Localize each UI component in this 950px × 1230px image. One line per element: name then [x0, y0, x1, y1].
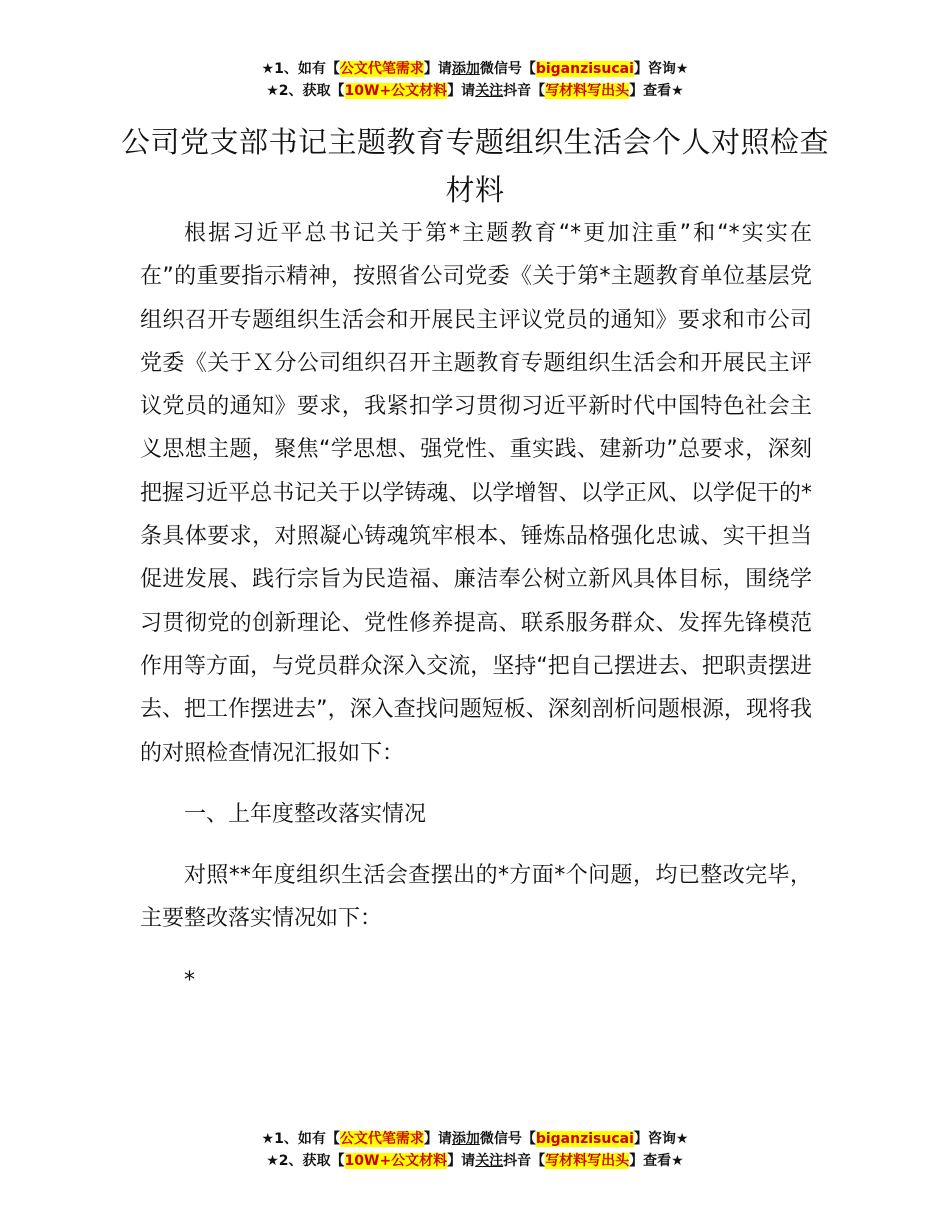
banner-underlined: 添加 [451, 61, 480, 77]
banner-highlight: biganzisucai [535, 61, 634, 77]
banner-text: 微信号【 [479, 61, 536, 77]
intro-paragraph: 根据习近平总书记关于第*主题教育“*更加注重”和“*实实在在”的重要指示精神，按照省公司党委《关于第*主题教育单位基层党组织召开专题组织生活会和开展民主评议党员的通知》要求和市公司党委《关于Ｘ分公司组织召开主题教育专题组织生活会和开展民主评议党员的通知》要求，我紧扣学习贯彻习近平新时代中国特色社会主义思想主题，聚焦“学思想、强党性、重实践、建新功”总要求，深刻把握习近平总书记关于以学铸魂、以学增智、以学正风、以学促干的*条具体要求，对照凝心铸魂筑牢根本、锤炼品格强化忠诚、实干担当促进发展、践行宗旨为民造福、廉洁奉公树立新风具体目标，围绕学习贯彻党的创新理论、党性修养提高、联系服务群众、发挥先锋模范作用等方面，与党员群众深入交流，坚持“把自己摆进去、把职责摆进去、把工作摆进去”，深入查找问题短板、深刻剖析问题根源，现将我的对照检查情况汇报如下： [140, 221, 812, 766]
banner-line-2 [0, 1150, 950, 1172]
banner-highlight: biganzisucai [535, 1131, 634, 1147]
banner-text: 抖音【 [503, 1153, 546, 1169]
section-paragraph: 对照**年度组织生活会查摆出的*方面*个问题，均已整改完毕，主要整改落实情况如下： [140, 863, 812, 932]
banner-text: ★2、获取【 [266, 1153, 345, 1169]
banner-line-1 [0, 1128, 950, 1150]
section-heading: 一、上年度整改落实情况 [184, 801, 427, 827]
document-title: 公司党支部书记主题教育专题组织生活会个人对照检查材料 [120, 125, 829, 207]
banner-line-2 [0, 80, 950, 102]
banner-text: 】咨询★ [633, 1131, 689, 1147]
banner-text: ★1、如有【 [261, 1131, 340, 1147]
banner-highlight: 10W+公文材料 [344, 83, 448, 99]
banner-text: 】请 [447, 83, 476, 99]
banner-underlined: 关注 [475, 83, 504, 99]
banner-highlight: 写材料写出头 [545, 1153, 630, 1169]
banner-text: 】查看★ [629, 83, 684, 99]
banner-text: ★1、如有【 [261, 61, 340, 77]
banner-highlight: 10W+公文材料 [344, 1153, 448, 1169]
banner-underlined: 添加 [451, 1131, 480, 1147]
banner-text: 】请 [423, 1131, 452, 1147]
banner-text: 抖音【 [503, 83, 546, 99]
banner-highlight: 写材料写出头 [545, 83, 630, 99]
banner-text: 】请 [447, 1153, 476, 1169]
banner-text: 】咨询★ [633, 61, 689, 77]
banner-underlined: 关注 [475, 1153, 504, 1169]
banner-text: 】查看★ [629, 1153, 684, 1169]
header-banner [0, 58, 950, 102]
document-body [140, 212, 812, 1002]
banner-highlight: 公文代笔需求 [339, 61, 424, 77]
banner-line-1 [0, 58, 950, 80]
banner-highlight: 公文代笔需求 [339, 1131, 424, 1147]
bullet-marker: * [184, 967, 195, 993]
footer-banner [0, 1128, 950, 1172]
banner-text: 微信号【 [479, 1131, 536, 1147]
banner-text: ★2、获取【 [266, 83, 345, 99]
banner-text: 】请 [423, 61, 452, 77]
